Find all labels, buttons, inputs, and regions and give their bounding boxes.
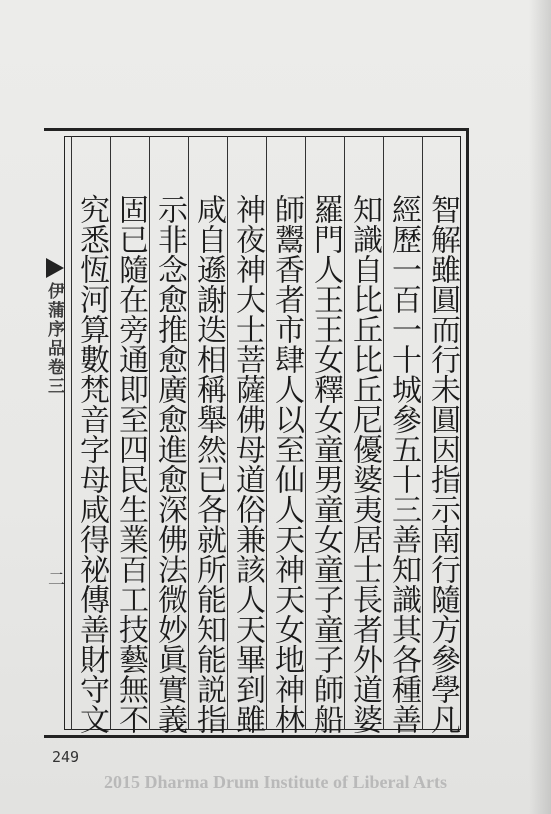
column-text: 示非念愈推愈廣愈進愈深佛法微妙眞實義 — [152, 194, 187, 734]
column-text: 神夜神大士菩薩佛母道俗兼該人天畢到雖 — [230, 194, 265, 734]
watermark: 2015 Dharma Drum Institute of Liberal Arts — [104, 772, 447, 792]
text-column-2 — [383, 136, 422, 734]
page-edge-shadow — [529, 0, 551, 814]
column-text: 羅門人王王女釋女童男童女童子童子師船 — [308, 194, 343, 734]
text-column-6 — [227, 136, 266, 734]
page-number: 249 — [52, 748, 80, 766]
spine-margin — [44, 136, 64, 730]
column-text: 智解雖圓而行未圓因指示南行隨方參學凡 — [425, 194, 460, 734]
column-text: 師鬻香者市肆人以至仙人天神天女地神林 — [269, 194, 304, 734]
text-column-10 — [71, 136, 110, 734]
fish-tail-mark-icon — [46, 258, 64, 278]
column-text: 咸自遜謝迭相稱舉然已各就所能知能説指 — [191, 194, 226, 734]
text-column-1 — [422, 136, 461, 734]
text-column-7 — [188, 136, 227, 734]
column-text: 固已隨在旁通即至四民生業百工技藝無不 — [113, 194, 148, 734]
text-column-9 — [110, 136, 149, 734]
text-column-4 — [305, 136, 344, 734]
text-column-8 — [149, 136, 188, 734]
spine-title: 伊蒲序品卷三 — [44, 282, 64, 396]
text-column-3 — [344, 136, 383, 734]
text-column-5 — [266, 136, 305, 734]
spine-page-number: 二 — [44, 570, 64, 587]
column-text: 經歷一百一十城參五十三善知識其各種善 — [386, 194, 421, 734]
column-text: 知識自比丘比丘尼優婆夷居士長者外道婆 — [347, 194, 382, 734]
column-text: 究悉恆河算數梵音字母咸得祕傳善財守文 — [74, 194, 109, 734]
